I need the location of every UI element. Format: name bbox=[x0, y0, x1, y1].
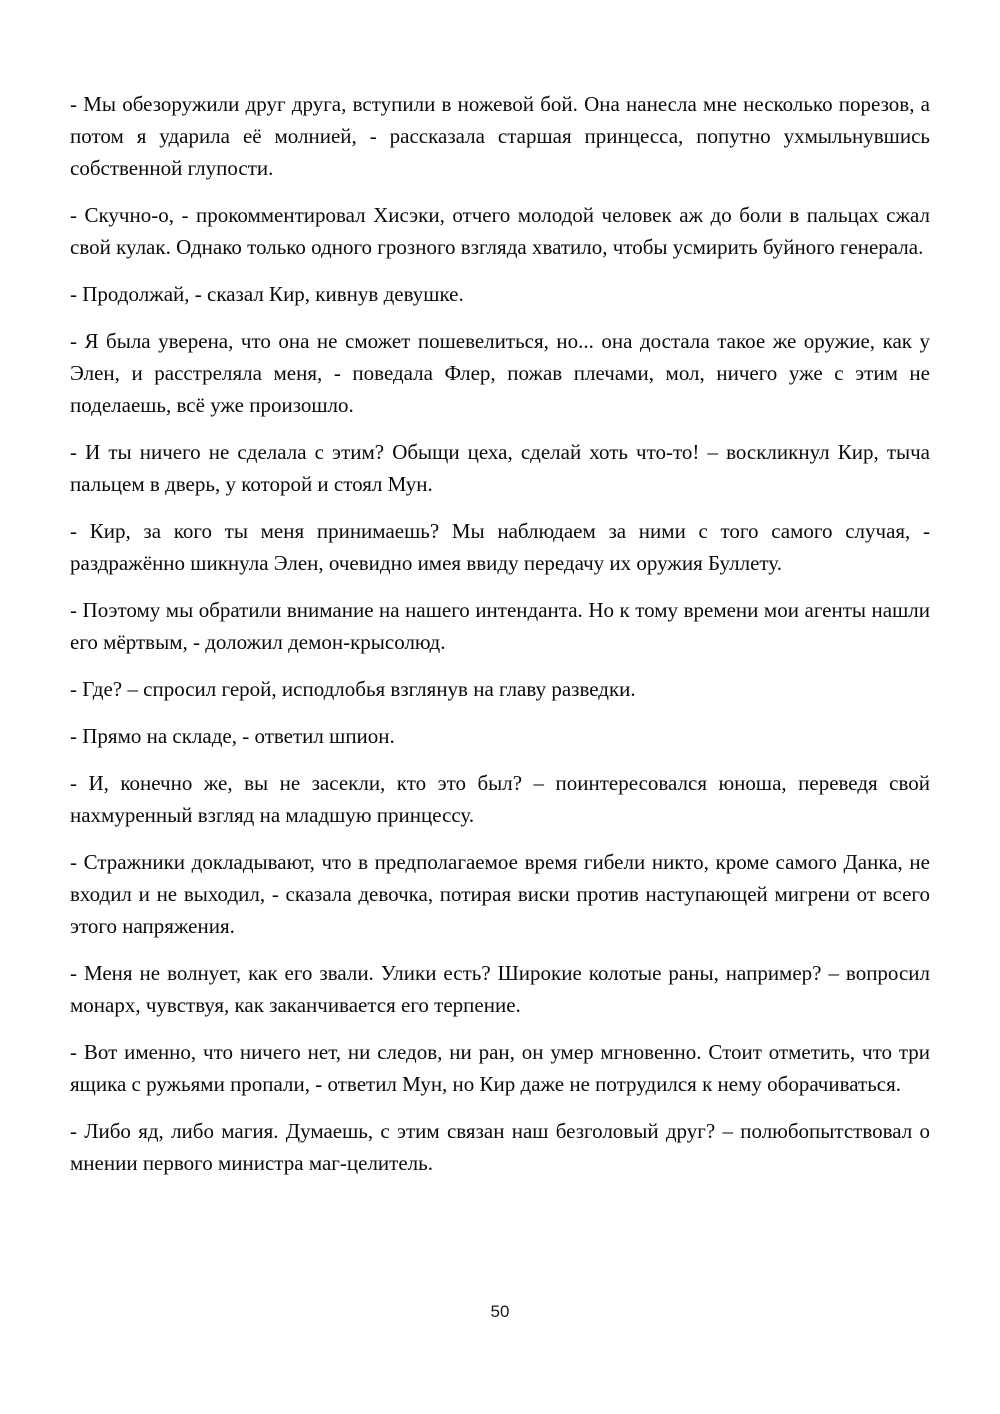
paragraph: - Меня не волнует, как его звали. Улики есть? Широкие колотые раны, например? – вопросил монарх, чувствуя, как заканчивается его терпение. bbox=[70, 961, 930, 1017]
paragraph: - Я была уверена, что она не сможет пошевелиться, но... она достала такое же оружие, как у Элен, и расстреляла меня, - поведала Флер, пожав плечами, мол, ничего уже с этим не поделаешь, всё уже произошло. bbox=[70, 329, 930, 417]
paragraph: - И ты ничего не сделала с этим? Обыщи цеха, сделай хоть что-то! – воскликнул Кир, тыча пальцем в дверь, у которой и стоял Мун. bbox=[70, 440, 930, 496]
paragraph: - Где? – спросил герой, исподлобья взглянув на главу разведки. bbox=[70, 677, 636, 701]
paragraph: - Поэтому мы обратили внимание на нашего интенданта. Но к тому времени мои агенты нашли его мёртвым, - доложил демон-крысолюд. bbox=[70, 598, 930, 654]
paragraph: - Либо яд, либо магия. Думаешь, с этим связан наш безголовый друг? – полюбопытствовал о мнении первого министра маг-целитель. bbox=[70, 1119, 930, 1175]
paragraph: - Прямо на складе, - ответил шпион. bbox=[70, 724, 395, 748]
paragraph: - Продолжай, - сказал Кир, кивнув девушке. bbox=[70, 282, 464, 306]
paragraph: - Мы обезоружили друг друга, вступили в ножевой бой. Она нанесла мне несколько порезов, а потом я ударила её молнией, - рассказала старшая принцесса, попутно ухмыльнувшись собственной глупости. bbox=[70, 92, 930, 180]
paragraph: - И, конечно же, вы не засекли, кто это был? – поинтересовался юноша, переведя свой нахмуренный взгляд на младшую принцессу. bbox=[70, 771, 930, 827]
page-number: 50 bbox=[490, 1302, 510, 1321]
paragraph: - Стражники докладывают, что в предполагаемое время гибели никто, кроме самого Данка, не входил и не выходил, - сказала девочка, потирая виски против наступающей мигрени от всего этого напряжения. bbox=[70, 850, 930, 938]
paragraph: - Кир, за кого ты меня принимаешь? Мы наблюдаем за ними с того самого случая, - раздражённо шикнула Элен, очевидно имея ввиду передачу их оружия Буллету. bbox=[70, 519, 930, 575]
text-block bbox=[70, 88, 930, 1194]
paragraph: - Скучно-о, - прокомментировал Хисэки, отчего молодой человек аж до боли в пальцах сжал свой кулак. Однако только одного грозного взгляда хватило, чтобы усмирить буйного генерала. bbox=[70, 203, 930, 259]
paragraph: - Вот именно, что ничего нет, ни следов, ни ран, он умер мгновенно. Стоит отметить, что три ящика с ружьями пропали, - ответил Мун, но Кир даже не потрудился к нему оборачиваться. bbox=[70, 1040, 930, 1096]
